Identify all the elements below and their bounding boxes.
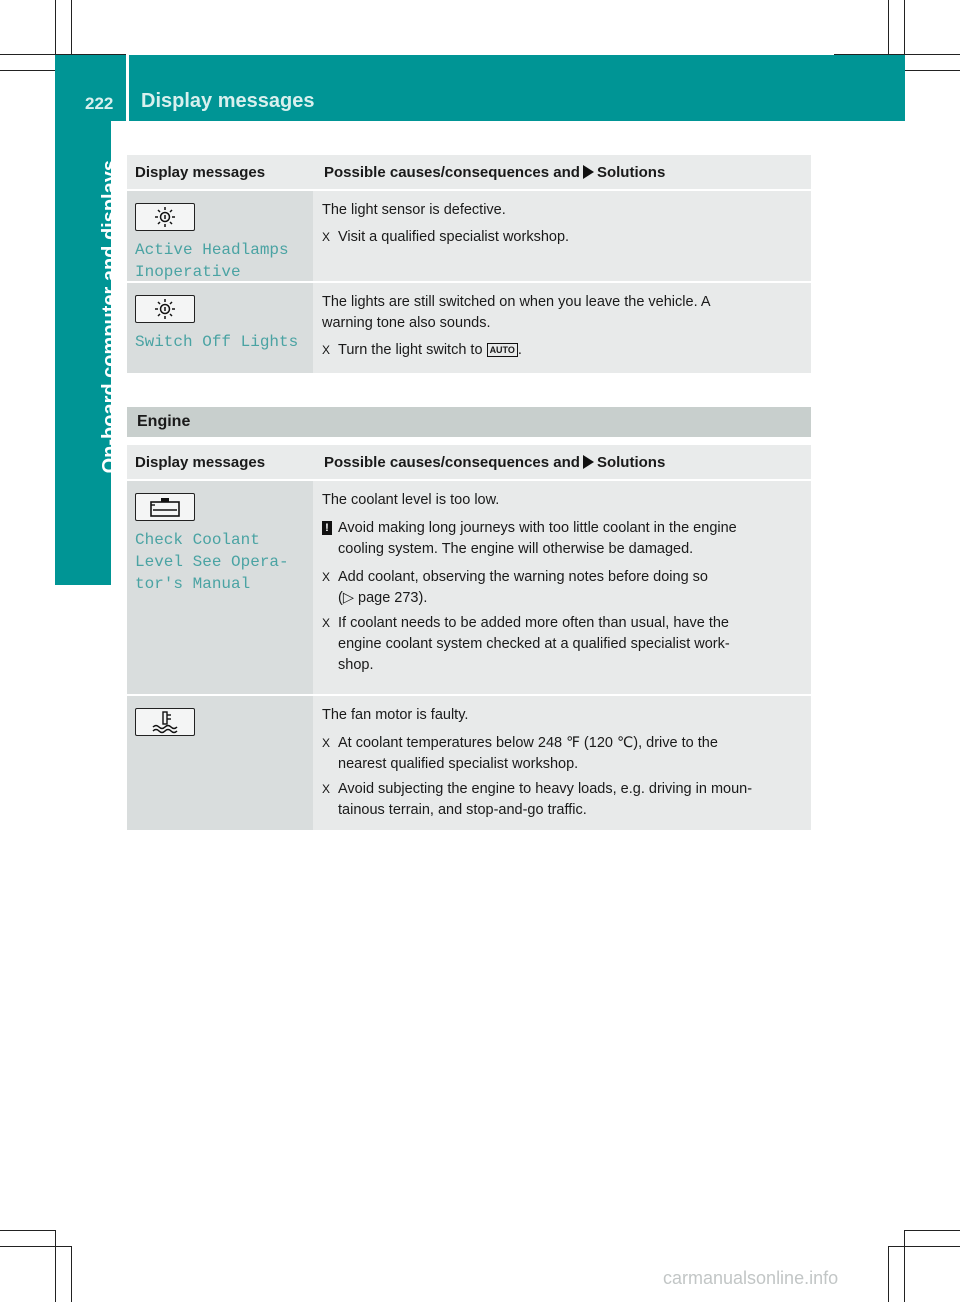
table-row — [127, 696, 811, 832]
page-number: 222 — [85, 94, 114, 113]
step-line: tainous terrain, and stop-and-go traffic. — [338, 802, 587, 818]
crop-mark — [0, 1246, 72, 1247]
page-reference-link[interactable]: (▷ page 273). — [338, 590, 428, 606]
display-message — [135, 331, 305, 353]
step-text-end: . — [517, 342, 522, 358]
crop-mark — [888, 1246, 889, 1302]
header-divider — [126, 55, 129, 121]
coolant-temperature-icon — [135, 708, 195, 736]
crop-mark — [55, 1230, 56, 1302]
solution-step — [322, 733, 802, 775]
table-row — [127, 283, 811, 375]
solution-step — [322, 227, 802, 248]
arrow-icon — [583, 165, 594, 179]
step-line: Avoid subjecting the engine to heavy loads, e.g. driving in moun‐ — [338, 781, 753, 797]
crop-mark — [0, 1230, 56, 1231]
warning-line: cooling system. The engine will otherwise be damaged. — [338, 541, 694, 557]
cause-line: warning tone also sounds. — [322, 315, 491, 331]
message-line: Active Headlamps — [135, 241, 289, 259]
side-tab-label: On-board computer and displays — [99, 160, 121, 474]
solution-step — [322, 779, 802, 821]
warning-icon: ! — [322, 521, 332, 535]
step-marker-icon: X — [322, 343, 331, 357]
message-line: tor's Manual — [135, 575, 251, 593]
step-marker-icon: X — [322, 570, 331, 584]
step-line: shop. — [338, 657, 374, 673]
column-header-solutions-label: Solutions — [596, 164, 666, 181]
warning-line: Avoid making long journeys with too little coolant in the engine — [338, 520, 737, 536]
page-title: Display messages — [141, 90, 315, 112]
cause-text: The coolant level is too low. — [322, 492, 500, 508]
step-text: Visit a qualified specialist workshop. — [338, 229, 570, 245]
table-header-row — [127, 445, 811, 481]
crop-mark — [0, 70, 56, 71]
cause-text — [322, 292, 802, 334]
step-text: Turn the light switch to — [338, 342, 483, 358]
crop-mark — [888, 1246, 960, 1247]
column-header-solutions — [313, 155, 811, 189]
column-header-causes: Possible causes/consequences and — [324, 164, 580, 181]
solution-cell — [313, 283, 811, 373]
step-line: nearest qualified specialist workshop. — [338, 756, 579, 772]
solution-step — [322, 340, 802, 361]
message-cell — [127, 283, 313, 373]
warning-note — [322, 518, 802, 560]
step-line: If coolant needs to be added more often than usual, have the — [338, 615, 729, 631]
display-message — [135, 529, 305, 595]
solution-cell — [313, 191, 811, 281]
table-header-row — [127, 155, 811, 191]
column-header-messages: Display messages — [127, 155, 313, 189]
cause-line: The lights are still switched on when you leave the vehicle. A — [322, 294, 711, 310]
step-marker-icon: X — [322, 230, 331, 244]
coolant-tank-icon — [135, 493, 195, 521]
column-header-causes: Possible causes/consequences and — [324, 454, 580, 471]
display-message — [135, 239, 305, 283]
crop-mark — [71, 1246, 72, 1302]
message-line: Inoperative — [135, 263, 241, 281]
message-cell — [127, 191, 313, 281]
step-marker-icon: X — [322, 736, 331, 750]
message-cell — [127, 481, 313, 694]
step-marker-icon: X — [322, 616, 331, 630]
auto-switch-icon: AUTO — [487, 343, 518, 357]
arrow-icon — [583, 455, 594, 469]
crop-mark — [904, 70, 960, 71]
section-title-engine: Engine — [127, 407, 811, 439]
table-row — [127, 481, 811, 696]
cause-text: The light sensor is defective. — [322, 202, 506, 218]
solution-step — [322, 567, 802, 609]
message-line: Level See Opera‐ — [135, 553, 289, 571]
solution-step — [322, 613, 802, 676]
display-messages-table — [127, 155, 811, 375]
crop-mark — [904, 1230, 905, 1302]
step-marker-icon: X — [322, 782, 331, 796]
column-header-solutions-label: Solutions — [596, 454, 666, 471]
step-line: Add coolant, observing the warning notes before doing so — [338, 569, 708, 585]
site-watermark: carmanualsonline.info — [663, 1268, 839, 1288]
step-line: At coolant temperatures below 248 ℉ (120 ℃), drive to the — [338, 735, 718, 751]
solution-cell — [313, 481, 811, 694]
cause-text: The fan motor is faulty. — [322, 707, 469, 723]
light-bulb-icon — [135, 295, 195, 323]
message-line: Check Coolant — [135, 531, 260, 549]
engine-table — [127, 407, 811, 832]
column-header-solutions — [313, 445, 811, 479]
message-cell — [127, 696, 313, 830]
table-row — [127, 191, 811, 283]
light-bulb-icon — [135, 203, 195, 231]
step-line: engine coolant system checked at a qualified specialist work‐ — [338, 636, 730, 652]
column-header-messages: Display messages — [127, 445, 313, 479]
message-line: Switch Off Lights — [135, 333, 299, 351]
solution-cell — [313, 696, 811, 830]
crop-mark — [904, 1230, 960, 1231]
